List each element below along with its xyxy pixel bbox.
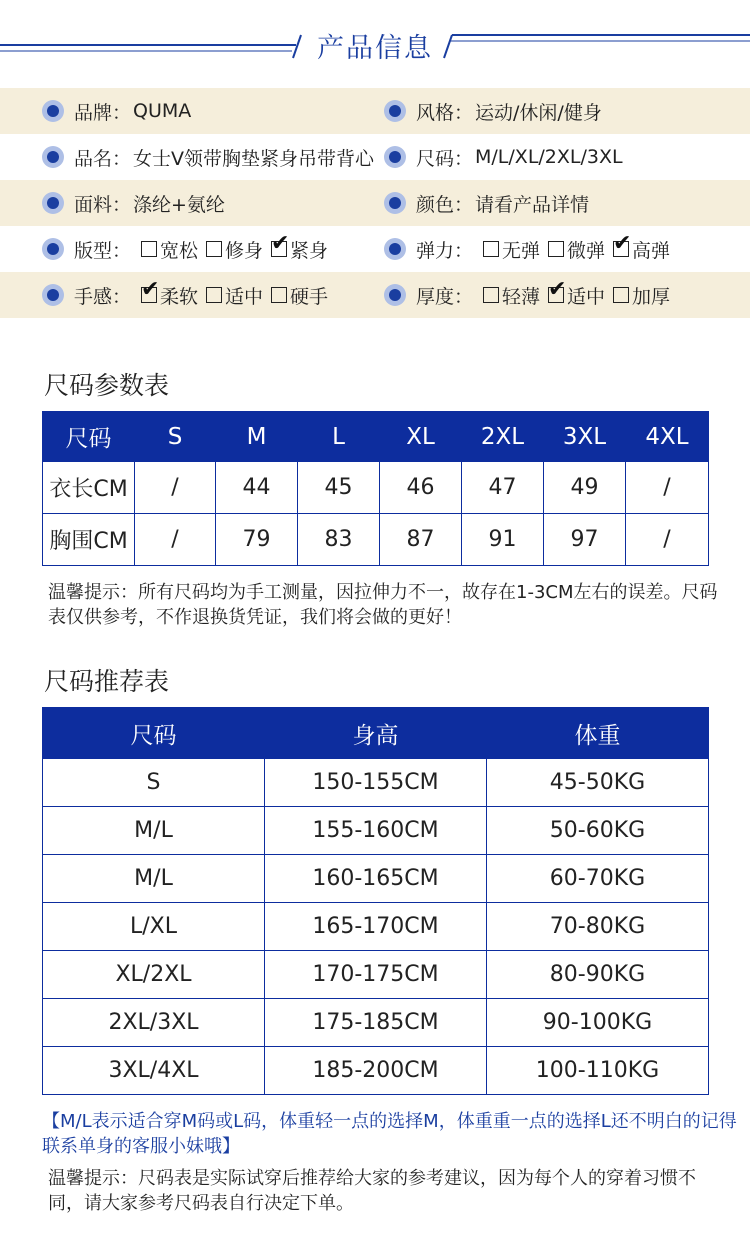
table-cell: M/L (43, 855, 265, 903)
table-cell: 45-50KG (487, 759, 709, 807)
bullet-icon (42, 146, 64, 168)
bullet-icon (384, 192, 406, 214)
checkmark-icon: ✔ (613, 231, 632, 256)
table-cell: L/XL (43, 903, 265, 951)
table-header-cell: 身高 (265, 708, 487, 759)
table-header-cell: 4XL (626, 412, 709, 462)
option-label: 柔软 (160, 285, 199, 308)
recommend-table-title: 尺码推荐表 (44, 667, 170, 696)
info-row (0, 272, 750, 318)
thickness-option (613, 282, 670, 309)
bullet-icon (384, 284, 406, 306)
table-cell: 45 (298, 462, 380, 514)
checkbox-icon (483, 241, 499, 257)
checkbox-icon (141, 241, 157, 257)
thickness-label: 厚度： (416, 285, 474, 308)
table-row (43, 999, 709, 1047)
checkbox-icon (206, 241, 222, 257)
option-label: 适中 (567, 285, 606, 308)
option-label: 宽松 (160, 239, 199, 262)
table-cell: 50-60KG (487, 807, 709, 855)
feel-option (271, 282, 328, 309)
table-cell: 80-90KG (487, 951, 709, 999)
table-cell: 70-80KG (487, 903, 709, 951)
checkmark-icon: ✔ (271, 231, 290, 256)
table-row (43, 855, 709, 903)
size-label: 尺码： (416, 147, 474, 170)
info-fabric (0, 190, 378, 217)
table-row (43, 951, 709, 999)
table-cell: 2XL/3XL (43, 999, 265, 1047)
fabric-label: 面料： (74, 193, 132, 216)
checkbox-icon (206, 287, 222, 303)
bullet-icon (42, 100, 64, 122)
size-value: M/L/XL/2XL/3XL (475, 146, 623, 168)
size-explanation-note: 【M/L表示适合穿M码或L码，体重轻一点的选择M，体重重一点的选择L还不明白的记得联系单身的客服小妹哦】 (42, 1111, 737, 1157)
table-cell: 87 (380, 514, 462, 566)
info-row (0, 226, 750, 272)
table-cell: 165-170CM (265, 903, 487, 951)
fit-label: 版型： (74, 239, 132, 262)
section-title-product-info: 产品信息 (317, 33, 433, 64)
name-label: 品名： (74, 147, 132, 170)
bullet-icon (42, 192, 64, 214)
table-header-cell: 3XL (544, 412, 626, 462)
info-fit (0, 231, 378, 263)
info-feel (0, 277, 378, 309)
feel-label: 手感： (74, 285, 132, 308)
info-thickness (378, 277, 750, 309)
checkbox-icon (548, 241, 564, 257)
option-label: 紧身 (290, 239, 329, 262)
info-size (378, 144, 750, 171)
fit-option (141, 236, 198, 263)
fit-option (271, 231, 329, 263)
table-header-cell: 尺码 (43, 412, 135, 462)
bullet-icon (42, 238, 64, 260)
table-cell: 97 (544, 514, 626, 566)
fabric-value: 涤纶+氨纶 (133, 193, 225, 216)
table-cell: 83 (298, 514, 380, 566)
table-row (43, 807, 709, 855)
product-info (0, 88, 750, 318)
page-header (0, 0, 750, 85)
bullet-icon (384, 100, 406, 122)
table-row (43, 462, 709, 514)
info-row (0, 88, 750, 134)
option-label: 无弹 (502, 239, 541, 262)
info-brand (0, 98, 378, 125)
bullet-icon (384, 146, 406, 168)
info-color (378, 190, 750, 217)
checkmark-icon: ✔ (548, 277, 567, 302)
table-cell: 170-175CM (265, 951, 487, 999)
style-label: 风格： (416, 101, 474, 124)
fit-option (206, 236, 263, 263)
color-label: 颜色： (416, 193, 474, 216)
table-cell: 175-185CM (265, 999, 487, 1047)
table-header-cell: S (135, 412, 216, 462)
info-name (0, 144, 378, 171)
color-value: 请看产品详情 (475, 193, 590, 216)
info-style (378, 98, 750, 125)
elasticity-option (548, 236, 605, 263)
table-cell: 79 (216, 514, 298, 566)
table-header-cell: M (216, 412, 298, 462)
info-row (0, 134, 750, 180)
size-table-note: 温馨提示：所有尺码均为手工测量，因拉伸力不一，故存在1-3CM左右的误差。尺码表仅供参考，不作退换货凭证，我们将会做的更好！ (48, 582, 718, 628)
table-cell: 46 (380, 462, 462, 514)
option-label: 微弹 (567, 239, 606, 262)
table-cell: 150-155CM (265, 759, 487, 807)
option-label: 修身 (225, 239, 264, 262)
table-header-row (43, 708, 709, 759)
option-label: 硬手 (290, 285, 329, 308)
table-cell: / (135, 514, 216, 566)
table-cell: 3XL/4XL (43, 1047, 265, 1095)
bullet-icon (384, 238, 406, 260)
name-value: 女士V领带胸垫紧身吊带背心 (133, 147, 375, 170)
brand-value: QUMA (133, 100, 192, 122)
checkbox-icon (548, 277, 567, 303)
thickness-option (548, 277, 606, 309)
checkbox-icon (271, 287, 287, 303)
table-cell: 155-160CM (265, 807, 487, 855)
table-header-row (43, 412, 709, 462)
table-cell: 49 (544, 462, 626, 514)
elasticity-option (613, 231, 671, 263)
table-row (43, 514, 709, 566)
option-label: 高弹 (632, 239, 671, 262)
brand-label: 品牌： (74, 101, 132, 124)
table-cell: / (626, 462, 709, 514)
size-table-title: 尺码参数表 (44, 371, 170, 400)
checkmark-icon: ✔ (141, 277, 160, 302)
table-header-cell: L (298, 412, 380, 462)
table-cell: S (43, 759, 265, 807)
table-row (43, 903, 709, 951)
table-cell: 60-70KG (487, 855, 709, 903)
checkbox-icon (141, 277, 160, 303)
thickness-option (483, 282, 540, 309)
table-cell: 胸围CM (43, 514, 135, 566)
table-cell: 160-165CM (265, 855, 487, 903)
style-value: 运动/休闲/健身 (475, 101, 602, 124)
option-label: 轻薄 (502, 285, 541, 308)
table-cell: 90-100KG (487, 999, 709, 1047)
table-cell: 44 (216, 462, 298, 514)
recommend-table-note: 温馨提示：尺码表是实际试穿后推荐给大家的参考建议，因为每个人的穿着习惯不同，请大家参考尺码表自行决定下单。 (48, 1168, 696, 1214)
table-cell: 185-200CM (265, 1047, 487, 1095)
table-header-cell: 体重 (487, 708, 709, 759)
checkbox-icon (483, 287, 499, 303)
table-header-cell: 尺码 (43, 708, 265, 759)
checkbox-icon (613, 231, 632, 257)
table-cell: XL/2XL (43, 951, 265, 999)
elasticity-label: 弹力： (416, 239, 474, 262)
bullet-icon (42, 284, 64, 306)
table-cell: M/L (43, 807, 265, 855)
table-header-cell: XL (380, 412, 462, 462)
table-header-cell: 2XL (462, 412, 544, 462)
feel-option (206, 282, 263, 309)
table-row (43, 1047, 709, 1095)
size-parameter-table (42, 411, 709, 566)
checkbox-icon (613, 287, 629, 303)
table-cell: 衣长CM (43, 462, 135, 514)
elasticity-option (483, 236, 540, 263)
table-cell: / (135, 462, 216, 514)
option-label: 适中 (225, 285, 264, 308)
option-label: 加厚 (632, 285, 671, 308)
size-recommend-table (42, 707, 709, 1095)
info-row (0, 180, 750, 226)
feel-option (141, 277, 199, 309)
checkbox-icon (271, 231, 290, 257)
table-cell: 47 (462, 462, 544, 514)
table-cell: 100-110KG (487, 1047, 709, 1095)
table-cell: 91 (462, 514, 544, 566)
table-cell: / (626, 514, 709, 566)
info-elasticity (378, 231, 750, 263)
table-row (43, 759, 709, 807)
